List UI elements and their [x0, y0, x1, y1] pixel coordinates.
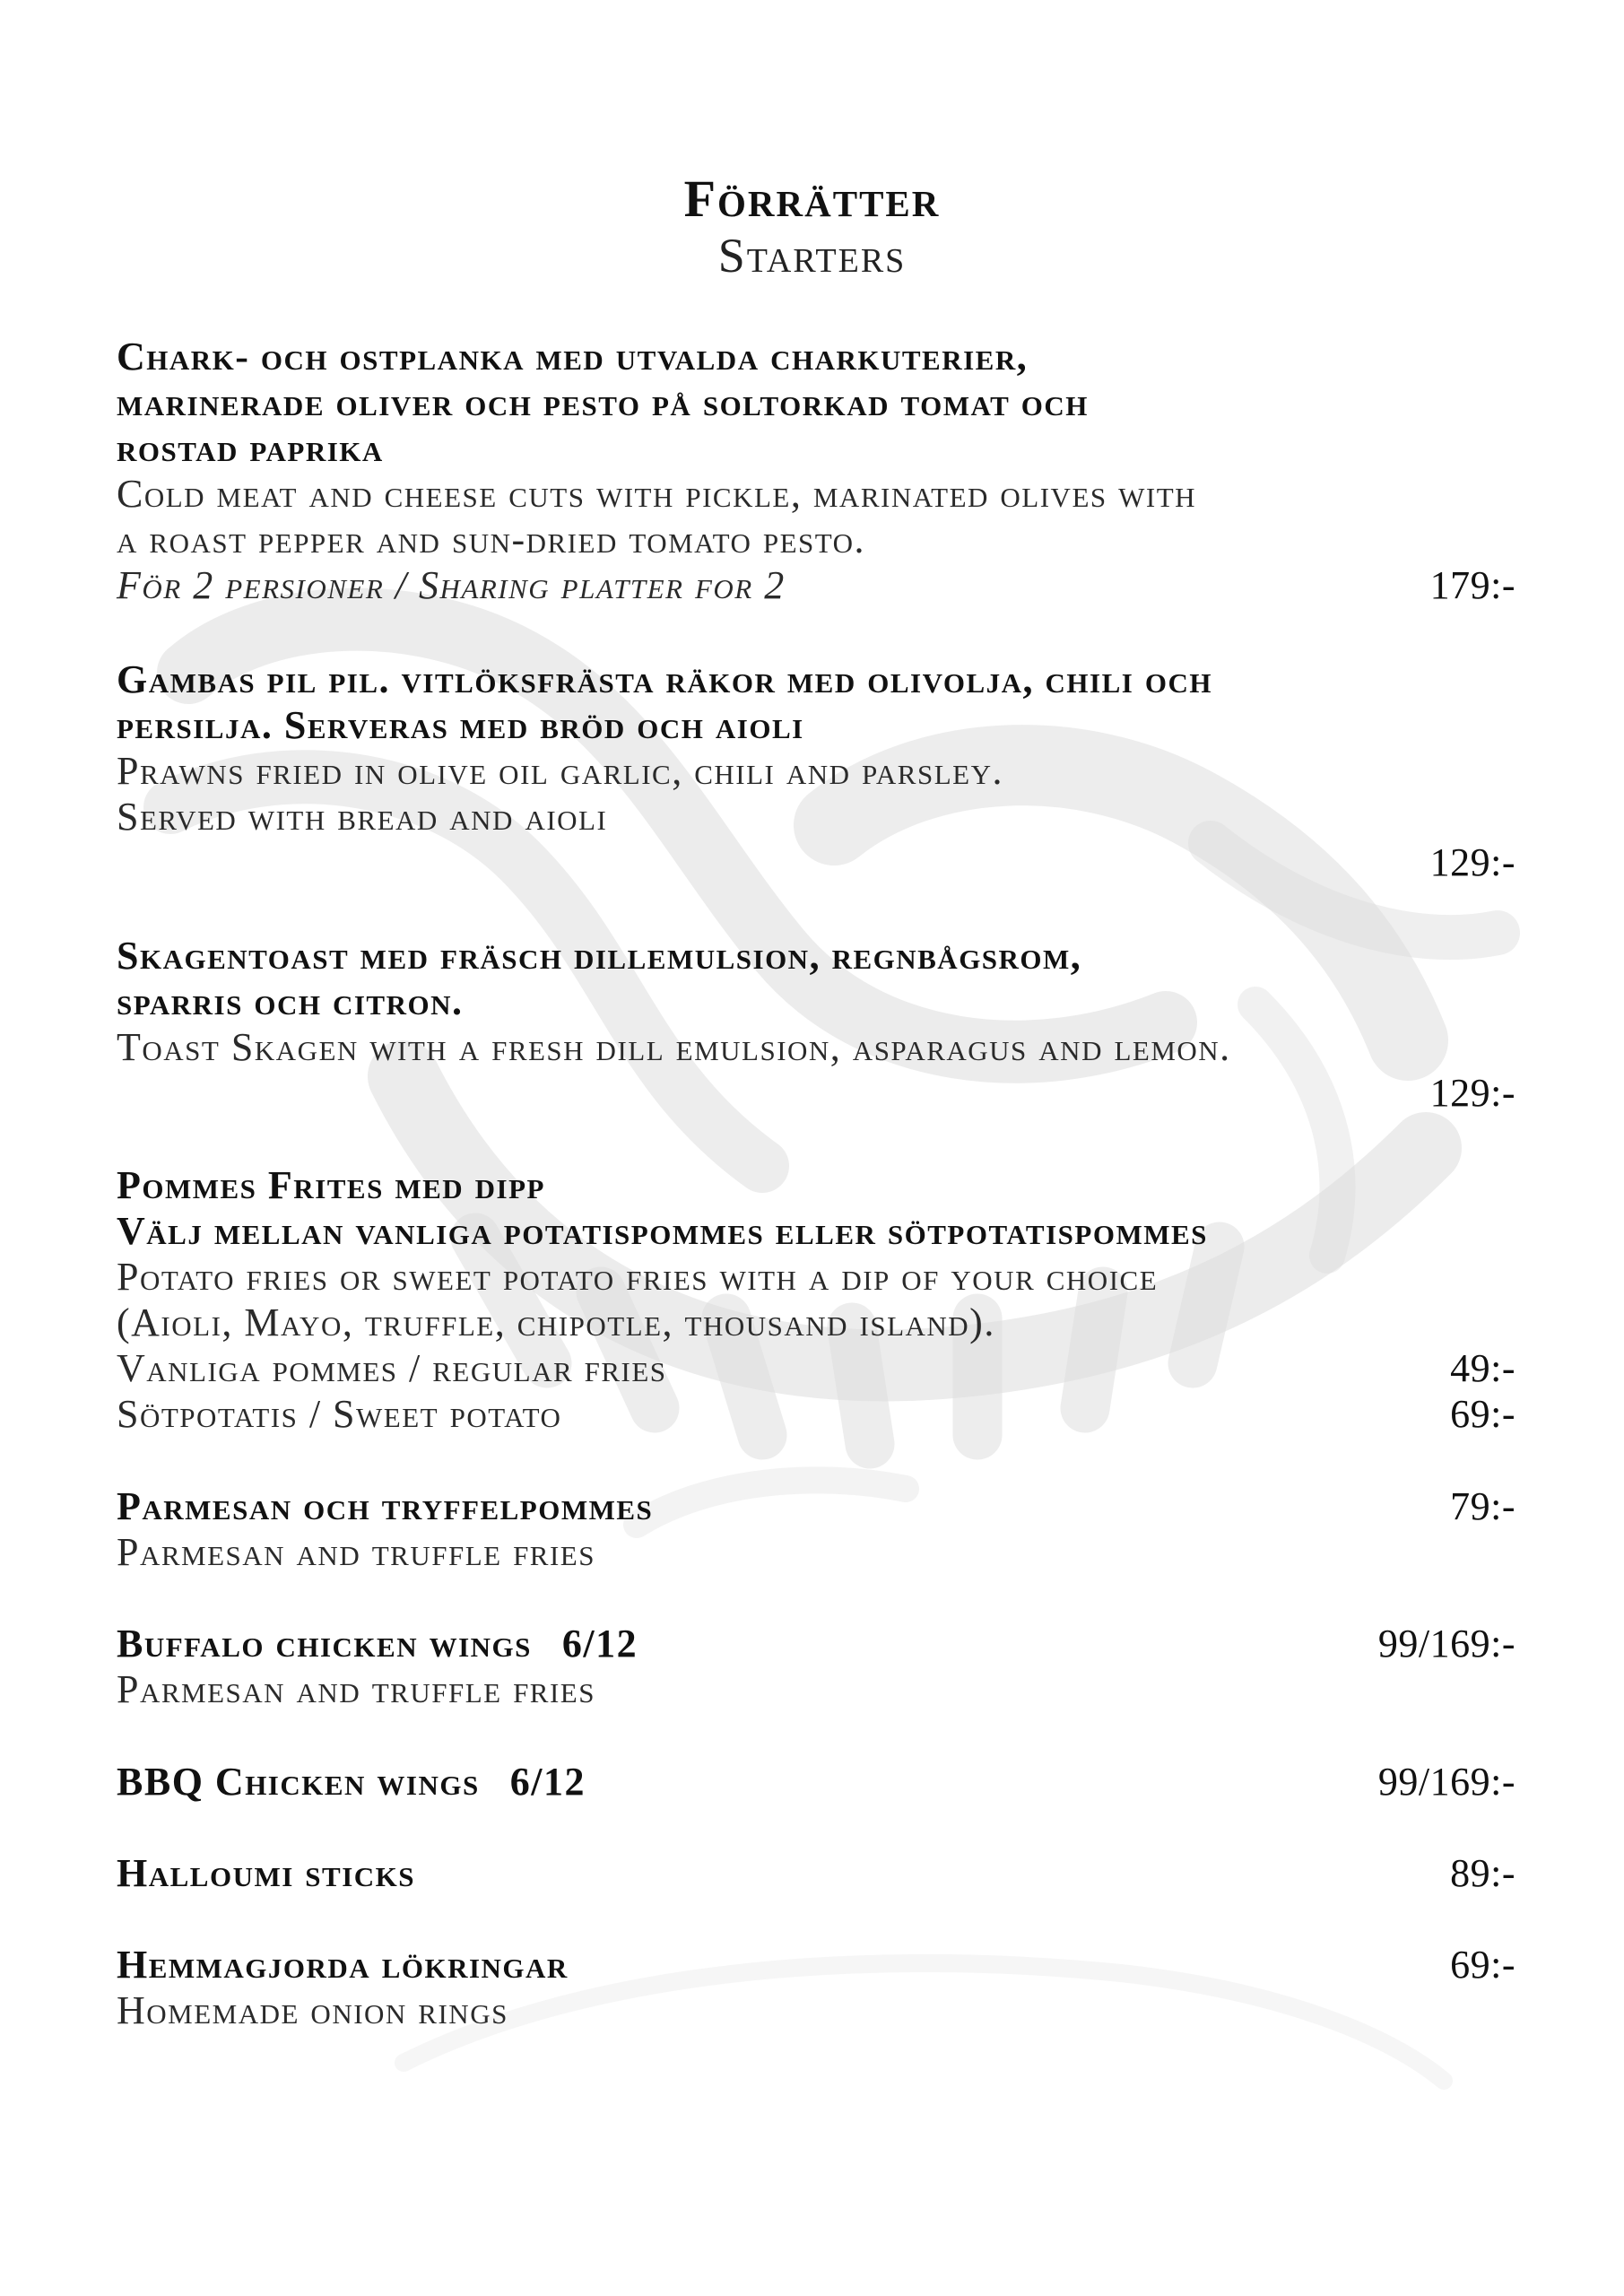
- section-heading: [0, 170, 1624, 283]
- item-swedish-line: Välj mellan vanliga potatispommes eller sötpotatispommes: [117, 1209, 1208, 1253]
- item-price: 89:-: [1450, 1851, 1515, 1895]
- menu-item-chark: [117, 334, 1515, 608]
- item-english-line: Parmesan and truffle fries: [117, 1530, 595, 1574]
- item-name: Hemmagjorda lökringar: [117, 1943, 569, 1987]
- item-english-line: Toast Skagen with a fresh dill emulsion, asparagus and lemon.: [117, 1025, 1231, 1069]
- menu-item-onion-rings: [117, 1942, 1515, 2033]
- item-name: Buffalo chicken wings: [117, 1622, 532, 1665]
- menu-item-pommes-frites: [117, 1162, 1515, 1437]
- item-english-line: Cold meat and cheese cuts with pickle, marinated olives with: [117, 472, 1197, 516]
- option-label: Vanliga pommes / regular fries: [117, 1346, 667, 1390]
- item-name-row: [117, 1621, 1515, 1666]
- item-english-line: Parmesan and truffle fries: [117, 1667, 595, 1711]
- item-english-line: Prawns fried in olive oil garlic, chili and parsley.: [117, 749, 1003, 793]
- option-label: Sötpotatis / Sweet potato: [117, 1392, 562, 1436]
- item-name: Parmesan och tryffelpommes: [117, 1484, 654, 1528]
- item-option-row: [117, 1345, 1515, 1391]
- item-english-line: Homemade onion rings: [117, 1988, 508, 2032]
- item-price: 99/169:-: [1377, 1760, 1515, 1804]
- item-price: 69:-: [1450, 1943, 1515, 1987]
- option-price: 69:-: [1450, 1392, 1515, 1436]
- item-name: Halloumi sticks: [117, 1851, 416, 1895]
- menu-item-halloumi: [117, 1850, 1515, 1896]
- item-price: 99/169:-: [1377, 1622, 1515, 1665]
- item-english-line: Potato fries or sweet potato fries with a dip of your choice: [117, 1255, 1159, 1299]
- heading-swedish: Förrätter: [683, 170, 941, 228]
- item-option-row: [117, 1391, 1515, 1437]
- item-swedish-line: persilja. Serveras med bröd och aioli: [117, 703, 804, 747]
- item-english-line: Served with bread and aioli: [117, 795, 608, 839]
- item-price: 179:-: [1429, 563, 1515, 607]
- item-english-line: (Aioli, Mayo, truffle, chipotle, thousand island).: [117, 1300, 995, 1344]
- item-name-row: [117, 1483, 1515, 1529]
- item-quantity: 6/12: [561, 1622, 638, 1665]
- heading-english: Starters: [717, 229, 907, 283]
- item-price: 129:-: [1429, 840, 1515, 884]
- item-price-row: [117, 839, 1515, 885]
- menu-item-buffalo-wings: [117, 1621, 1515, 1712]
- item-swedish-line: marinerade oliver och pesto på soltorkad tomat och: [117, 380, 1089, 424]
- option-price: 49:-: [1450, 1346, 1515, 1390]
- item-price: 79:-: [1450, 1484, 1515, 1528]
- item-swedish-line: Pommes Frites med dipp: [117, 1163, 545, 1207]
- item-name-row: [117, 1850, 1515, 1896]
- item-note: För 2 persioner / Sharing platter for 2: [117, 563, 786, 607]
- item-swedish-line: Chark- och ostplanka med utvalda charkuterier,: [117, 335, 1029, 378]
- menu-item-bbq-wings: [117, 1759, 1515, 1805]
- item-english-line: a roast pepper and sun-dried tomato pesto.: [117, 517, 866, 561]
- menu-item-parmesan-fries: [117, 1483, 1515, 1575]
- menu-item-gambas: [117, 657, 1515, 885]
- item-quantity: 6/12: [509, 1760, 586, 1804]
- item-swedish-line: sparris och citron.: [117, 979, 464, 1023]
- item-name-row: [117, 1942, 1515, 1987]
- item-swedish-line: Skagentoast med fräsch dillemulsion, regnbågsrom,: [117, 934, 1082, 978]
- item-note-row: [117, 562, 1515, 608]
- item-name: BBQ Chicken wings: [117, 1760, 480, 1804]
- item-price: 129:-: [1429, 1071, 1515, 1115]
- item-swedish-line: rostad paprika: [117, 426, 384, 470]
- item-name-row: [117, 1759, 1515, 1805]
- item-price-row: [117, 1070, 1515, 1116]
- menu-item-skagentoast: [117, 933, 1515, 1116]
- item-swedish-line: Gambas pil pil. vitlöksfrästa räkor med olivolja, chili och: [117, 657, 1212, 701]
